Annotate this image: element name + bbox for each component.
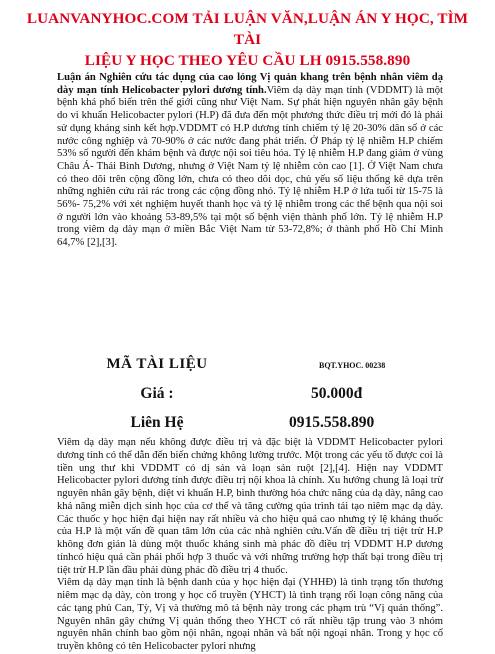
banner-line-1: LUANVANYHOC.COM TẢI LUẬN VĂN,LUẬN ÁN Y HỌC, TÌM TÀI — [26, 10, 469, 48]
price-value: 50.000đ — [311, 385, 363, 402]
intro-text: Viêm dạ dày mạn tính (VDDMT) là một bệnh khá phổ biến trên thế giới cũng như Việt Nam. Sự phát hiện nguyên nhân gây bệnh do vi khuẩn Helicobacter pylori (H.P) đã đưa đến một phương thức điều trị mới đó là phải sử dụng kháng sinh kết hợp.VDDMT có H.P dương tính chiếm tỷ lệ 20-30% dân số ở các nước công nghiệp và 70-90% ở các nước đang phát triển. Ở Pháp tỷ lệ nhiễm H.P chiếm 53% số người đến khám bệnh và được nội soi tiêu hóa. Tỷ lệ nhiễm H.P đang giảm ở vùng Châu Á- Thái Bình Dương, nhưng ở Việt Nam tỷ lệ nhiễm còn cao [1]. Ở Việt Nam chưa có theo dõi trên cộng đồng lớn, chưa có theo dõi dọc, chủ yếu số liệu thống kê dựa trên những nghiên cứu rải rác trong các cộng đồng nhỏ. Tỷ lệ nhiễm H.P ở lứa tuổi từ 15-75 là 56%- 75,2% với xét nghiệm huyết thanh học và tỷ lệ nhiễm trong các thể bệnh qua nội soi ở người lớn vào khoảng 53-89,5% tại một số bệnh viện thành phố lớn. Tỷ lệ nhiễm H.P trong viêm dạ dày mạn ở miền Bắc Việt Nam từ 53-72,8%; ở thành phố Hồ Chí Minh 64,7% [2],[3]. — [57, 84, 443, 249]
info-row-contact — [57, 414, 443, 438]
contact-label: Liên Hệ — [130, 414, 184, 431]
contact-value: 0915.558.890 — [289, 414, 375, 431]
body-paragraph-1: Viêm dạ dày mạn nếu không được điều trị và đặc biệt là VDDMT Helicobacter pylori dương tính có thể dẫn đến biến chứng không lường trước. Một trong các yếu tố được coi là tiền ung thư khi VDDMT có dị sản và loạn sản ruột [2],[4]. Hiện nay VDDMT Helicobacter pylori dương tính được điều trị nội khoa là chính. Xu hướng chung là loại trừ nguyên nhân gây bệnh, diệt vi khuẩn H.P, bình thường hóa chức năng của dạ dày, nâng cao khả năng miễn dịch sinh học của cơ thể và tăng cường qúa trình tái tạo niêm mạc dạ dày. Các thuốc y học hiện đại hiện nay rất nhiều và cho hiệu quả cao nhưng tỷ lệ kháng thuốc của H.P là một vấn đề quan tâm lớn của các nhà nghiên cứu.Vấn đề điều trị tiệt trừ H.P không đơn giản là dùng một thuốc kháng sinh mà phác đồ điều trị VDDMT H.P dương tínhcó hiệu quả cần phải phối hợp 3 thuốc và với những trường hợp thất bại trong điều trị tiệt trừ H.P lần đầu phải dùng phác đồ điều trị 4 thuốc. — [57, 437, 443, 576]
main-body — [57, 437, 443, 654]
price-label: Giá : — [140, 385, 174, 402]
body-paragraph-2: Viêm dạ dày mạn tính là bệnh danh của y học hiện đại (YHHĐ) là tình trạng tổn thương niêm mạc dạ dày, còn trong y học cổ truyền (YHCT) là tình trạng rối loạn công năng của các tạng phủ Can, Tỳ, Vị và thường mô tả bệnh này trong các phạm trù “Vị quản thống”. Nguyên nhân gây chứng Vị quản thống theo YHCT có rất nhiều tập trung vào 3 nhóm nguyên nhân chính bao gồm nội nhân, ngoại nhân và bất nội ngoại nhân. Trong y học cổ truyền không có tên Helicobacter pylori nhưng — [57, 577, 443, 652]
intro-paragraph — [57, 72, 443, 250]
code-label: MÃ TÀI LIỆU — [106, 356, 208, 372]
banner-line-2: LIỆU Y HỌC THEO YÊU CẦU LH 0915.558.890 — [84, 52, 411, 69]
header-banner — [20, 8, 475, 71]
info-row-price — [57, 385, 443, 412]
document-title: Luận án Nghiên cứu tác dụng của cao lỏng Vị quản khang trên bệnh nhân viêm dạ dày mạn tính Helicobacter pylori dương tính. — [57, 72, 443, 96]
code-value: BQT.YHOC. 00238 — [319, 361, 386, 370]
info-row-code — [57, 356, 443, 382]
document-info-table — [57, 356, 443, 438]
